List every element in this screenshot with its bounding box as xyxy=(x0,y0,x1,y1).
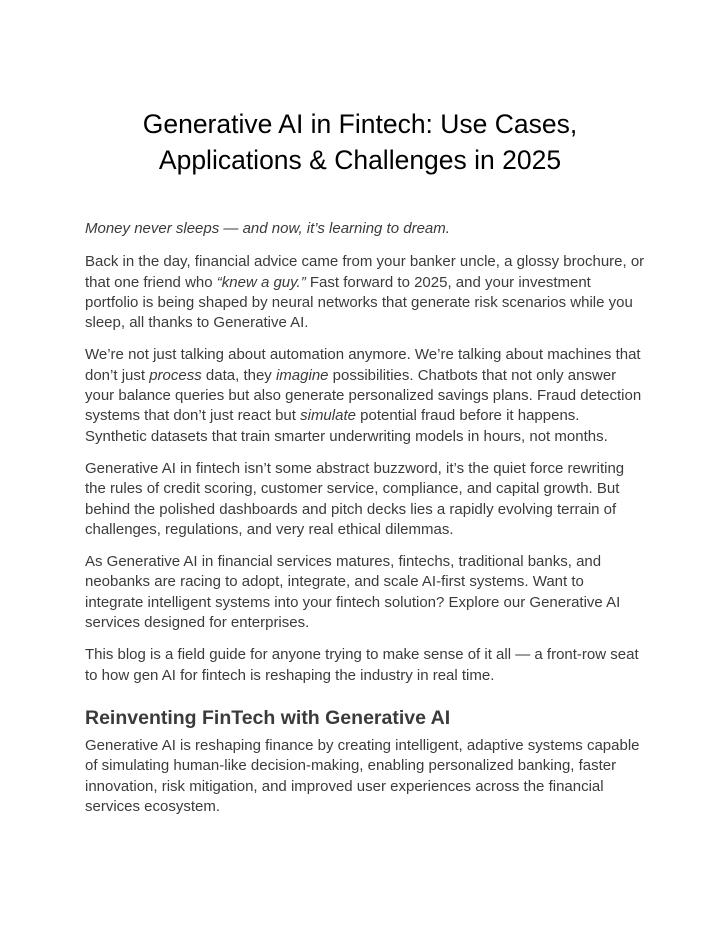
intro-text-b: Fast forward to 2025, and your investment portfolio is being shaped by neural networks that generate risk scenarios while you sleep, all thanks to Generative AI. xyxy=(85,273,633,332)
tagline: Money never sleeps — and now, it’s learning to dream. xyxy=(85,220,450,237)
title-line-2: Applications & Challenges in 2025 xyxy=(158,145,562,175)
automation-text-c: possibilities. Chatbots that not only answer your balance queries but also generate personalized savings plans. Fraud detection systems that don’t just react but xyxy=(85,366,642,425)
field-guide-paragraph: This blog is a field guide for anyone trying to make sense of it all — a front-row seat to how gen AI for fintech is reshaping the industry in real time. xyxy=(85,646,639,684)
section-paragraph: Generative AI is reshaping finance by creating intelligent, adaptive systems capable of simulating human-like decision-making, enabling personalized banking, faster innovation, risk mitigation, and improved user experiences across the financial services ecosystem. xyxy=(85,736,640,815)
automation-text-d: potential fraud before it happens. Synthetic datasets that train smarter underwriting models in hours, not months. xyxy=(85,407,608,445)
automation-text-b: data, they xyxy=(201,366,276,384)
intro-quote: “knew a guy.” xyxy=(216,273,306,291)
section-heading: Reinventing FinTech with Generative AI xyxy=(85,706,451,729)
fintech-paragraph: Generative AI in fintech isn’t some abstract buzzword, it’s the quiet force rewriting the rules of credit scoring, customer service, compliance, and capital growth. But behind the polished dashboards and pitch decks lies a rapidly evolving terrain of challenges, regulations, and very real ethical dilemmas. xyxy=(85,459,625,538)
article-body xyxy=(85,219,645,817)
emphasis-simulate: simulate xyxy=(300,407,356,425)
page-title xyxy=(60,106,660,178)
intro-paragraph xyxy=(85,252,645,333)
services-paragraph: As Generative AI in financial services matures, fintechs, traditional banks, and neobanks are racing to adopt, integrate, and scale AI-first systems. Want to integrate intelligent systems into your fintech solution? Explore our Generative AI services designed for enterprises. xyxy=(85,553,621,632)
emphasis-process: process xyxy=(149,366,202,384)
automation-paragraph xyxy=(85,345,645,446)
title-line-1: Generative AI in Fintech: Use Cases, xyxy=(142,109,578,139)
emphasis-imagine: imagine xyxy=(275,366,329,384)
intro-text-a: Back in the day, financial advice came from your banker uncle, a glossy brochure, or that one friend who xyxy=(85,253,645,291)
automation-text-a: We’re not just talking about automation anymore. We’re talking about machines that don’t just xyxy=(85,346,641,384)
